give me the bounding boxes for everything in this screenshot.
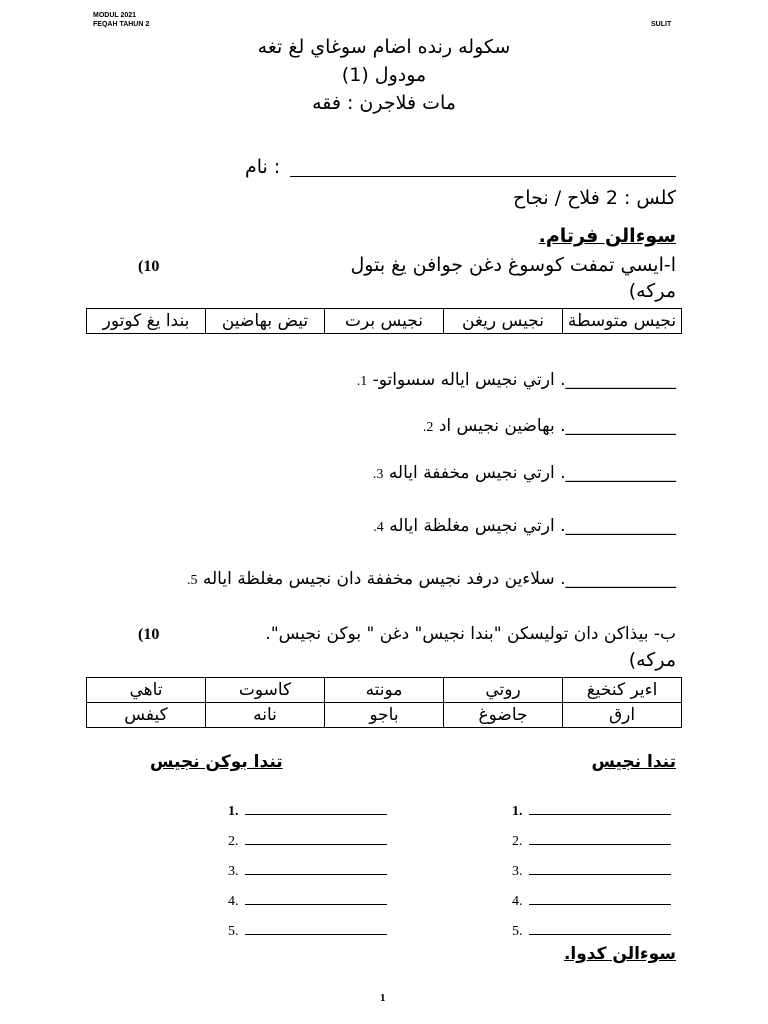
bukan-najis-answer-2[interactable] (228, 832, 387, 850)
bukan-najis-answer-1[interactable] (228, 802, 387, 820)
answer-number: 2. (228, 834, 239, 849)
items-table (86, 677, 682, 728)
answer-number: 3. (512, 864, 523, 879)
module-title: مودول (1) (341, 64, 427, 86)
question-3 (373, 463, 676, 483)
item-cell: كيفس (87, 703, 206, 728)
question-5 (187, 569, 676, 589)
question-text: سلاءين درفد نجيس مخففة دان نجيس مغلظة اياله (202, 569, 555, 589)
bukan-najis-answer-3[interactable] (228, 862, 387, 880)
part-b-marks-word: مركه) (628, 649, 676, 671)
answer-blank[interactable]: _____________. (560, 416, 676, 436)
question-number: 5. (186, 573, 198, 588)
option-cell: نجيس ريغن (444, 309, 563, 334)
header-modul: MODUL 2021 (93, 12, 137, 19)
col-heading-bukan-najis: تندا بوكن نجيس (150, 752, 283, 772)
question-text: بهاضين نجيس اد (438, 416, 555, 436)
class-label: كلس : 2 فلاح / نجاح (513, 187, 676, 209)
item-cell: جاضوغ (444, 703, 563, 728)
najis-answer-4[interactable] (512, 892, 671, 910)
part-a-instruction: ا-ايسي تمفت كوسوغ دغن جوافن يغ بتول (350, 254, 676, 276)
answer-number: 2. (512, 834, 523, 849)
item-cell: اءير كنخيغ (563, 678, 682, 703)
answer-number: 1. (512, 804, 523, 819)
header-subject-year: FEQAH TAHUN 2 (93, 21, 150, 28)
question-text: ارتي نجيس مغلظة اياله (389, 516, 555, 536)
answer-blank[interactable]: _____________. (560, 370, 676, 390)
answer-number: 1. (228, 804, 239, 819)
answer-number: 5. (228, 924, 239, 939)
col-heading-najis: تندا نجيس (591, 752, 676, 772)
option-cell: تيض بهاضين (206, 309, 325, 334)
part-a-marks-number: (10 (138, 258, 160, 275)
name-underline (290, 176, 676, 177)
answer-blank[interactable]: _____________. (560, 569, 676, 589)
question-4 (373, 516, 676, 536)
answer-blank[interactable]: _____________. (560, 516, 676, 536)
question-number: 4. (373, 520, 384, 535)
page-number: 1 (380, 992, 386, 1004)
part-a-marks-word: مركه) (628, 280, 676, 302)
options-table (86, 308, 682, 334)
question-text: ارتي نجيس مخففة اياله (388, 463, 555, 483)
item-cell: تاهي (87, 678, 206, 703)
section1-heading: سوءالن فرتام. (538, 225, 676, 247)
najis-answer-1[interactable] (512, 802, 671, 820)
part-b-marks-number: (10 (138, 626, 160, 643)
question-1 (357, 370, 676, 390)
najis-answer-3[interactable] (512, 862, 671, 880)
question-number: 3. (372, 467, 384, 482)
item-cell: مونته (325, 678, 444, 703)
item-cell: باجو (325, 703, 444, 728)
item-cell: ارق (563, 703, 682, 728)
question-number: 1. (356, 374, 368, 389)
bukan-najis-answer-4[interactable] (228, 892, 387, 910)
najis-answer-5[interactable] (512, 922, 671, 940)
part-b-instruction: ب- بيذاكن دان توليسكن "بندا نجيس" دغن " بوكن نجيس". (265, 624, 676, 644)
item-cell: روتي (444, 678, 563, 703)
subject-title: مات فلاجرن : فقه (312, 92, 456, 114)
bukan-najis-answer-5[interactable] (228, 922, 387, 940)
item-cell: كاسوت (206, 678, 325, 703)
section2-heading: سوءالن كدوا. (563, 944, 676, 964)
header-sulit: SULIT (651, 21, 672, 28)
item-cell: نانه (206, 703, 325, 728)
answer-number: 3. (228, 864, 239, 879)
option-cell: نجيس برت (325, 309, 444, 334)
name-label: : نام (245, 156, 281, 178)
najis-answer-2[interactable] (512, 832, 671, 850)
option-cell: بندا يغ كوتور (87, 309, 206, 334)
answer-number: 4. (512, 894, 523, 909)
option-cell: نجيس متوسطة (563, 309, 682, 334)
answer-number: 4. (228, 894, 239, 909)
question-text: ارتي نجيس اياله سسواتو- (372, 370, 555, 390)
school-title: سكوله رنده اضام سوغاي لغ تغه (257, 36, 511, 58)
question-number: 2. (422, 420, 434, 435)
question-2 (423, 416, 676, 436)
answer-number: 5. (512, 924, 523, 939)
answer-blank[interactable]: _____________. (560, 463, 676, 483)
